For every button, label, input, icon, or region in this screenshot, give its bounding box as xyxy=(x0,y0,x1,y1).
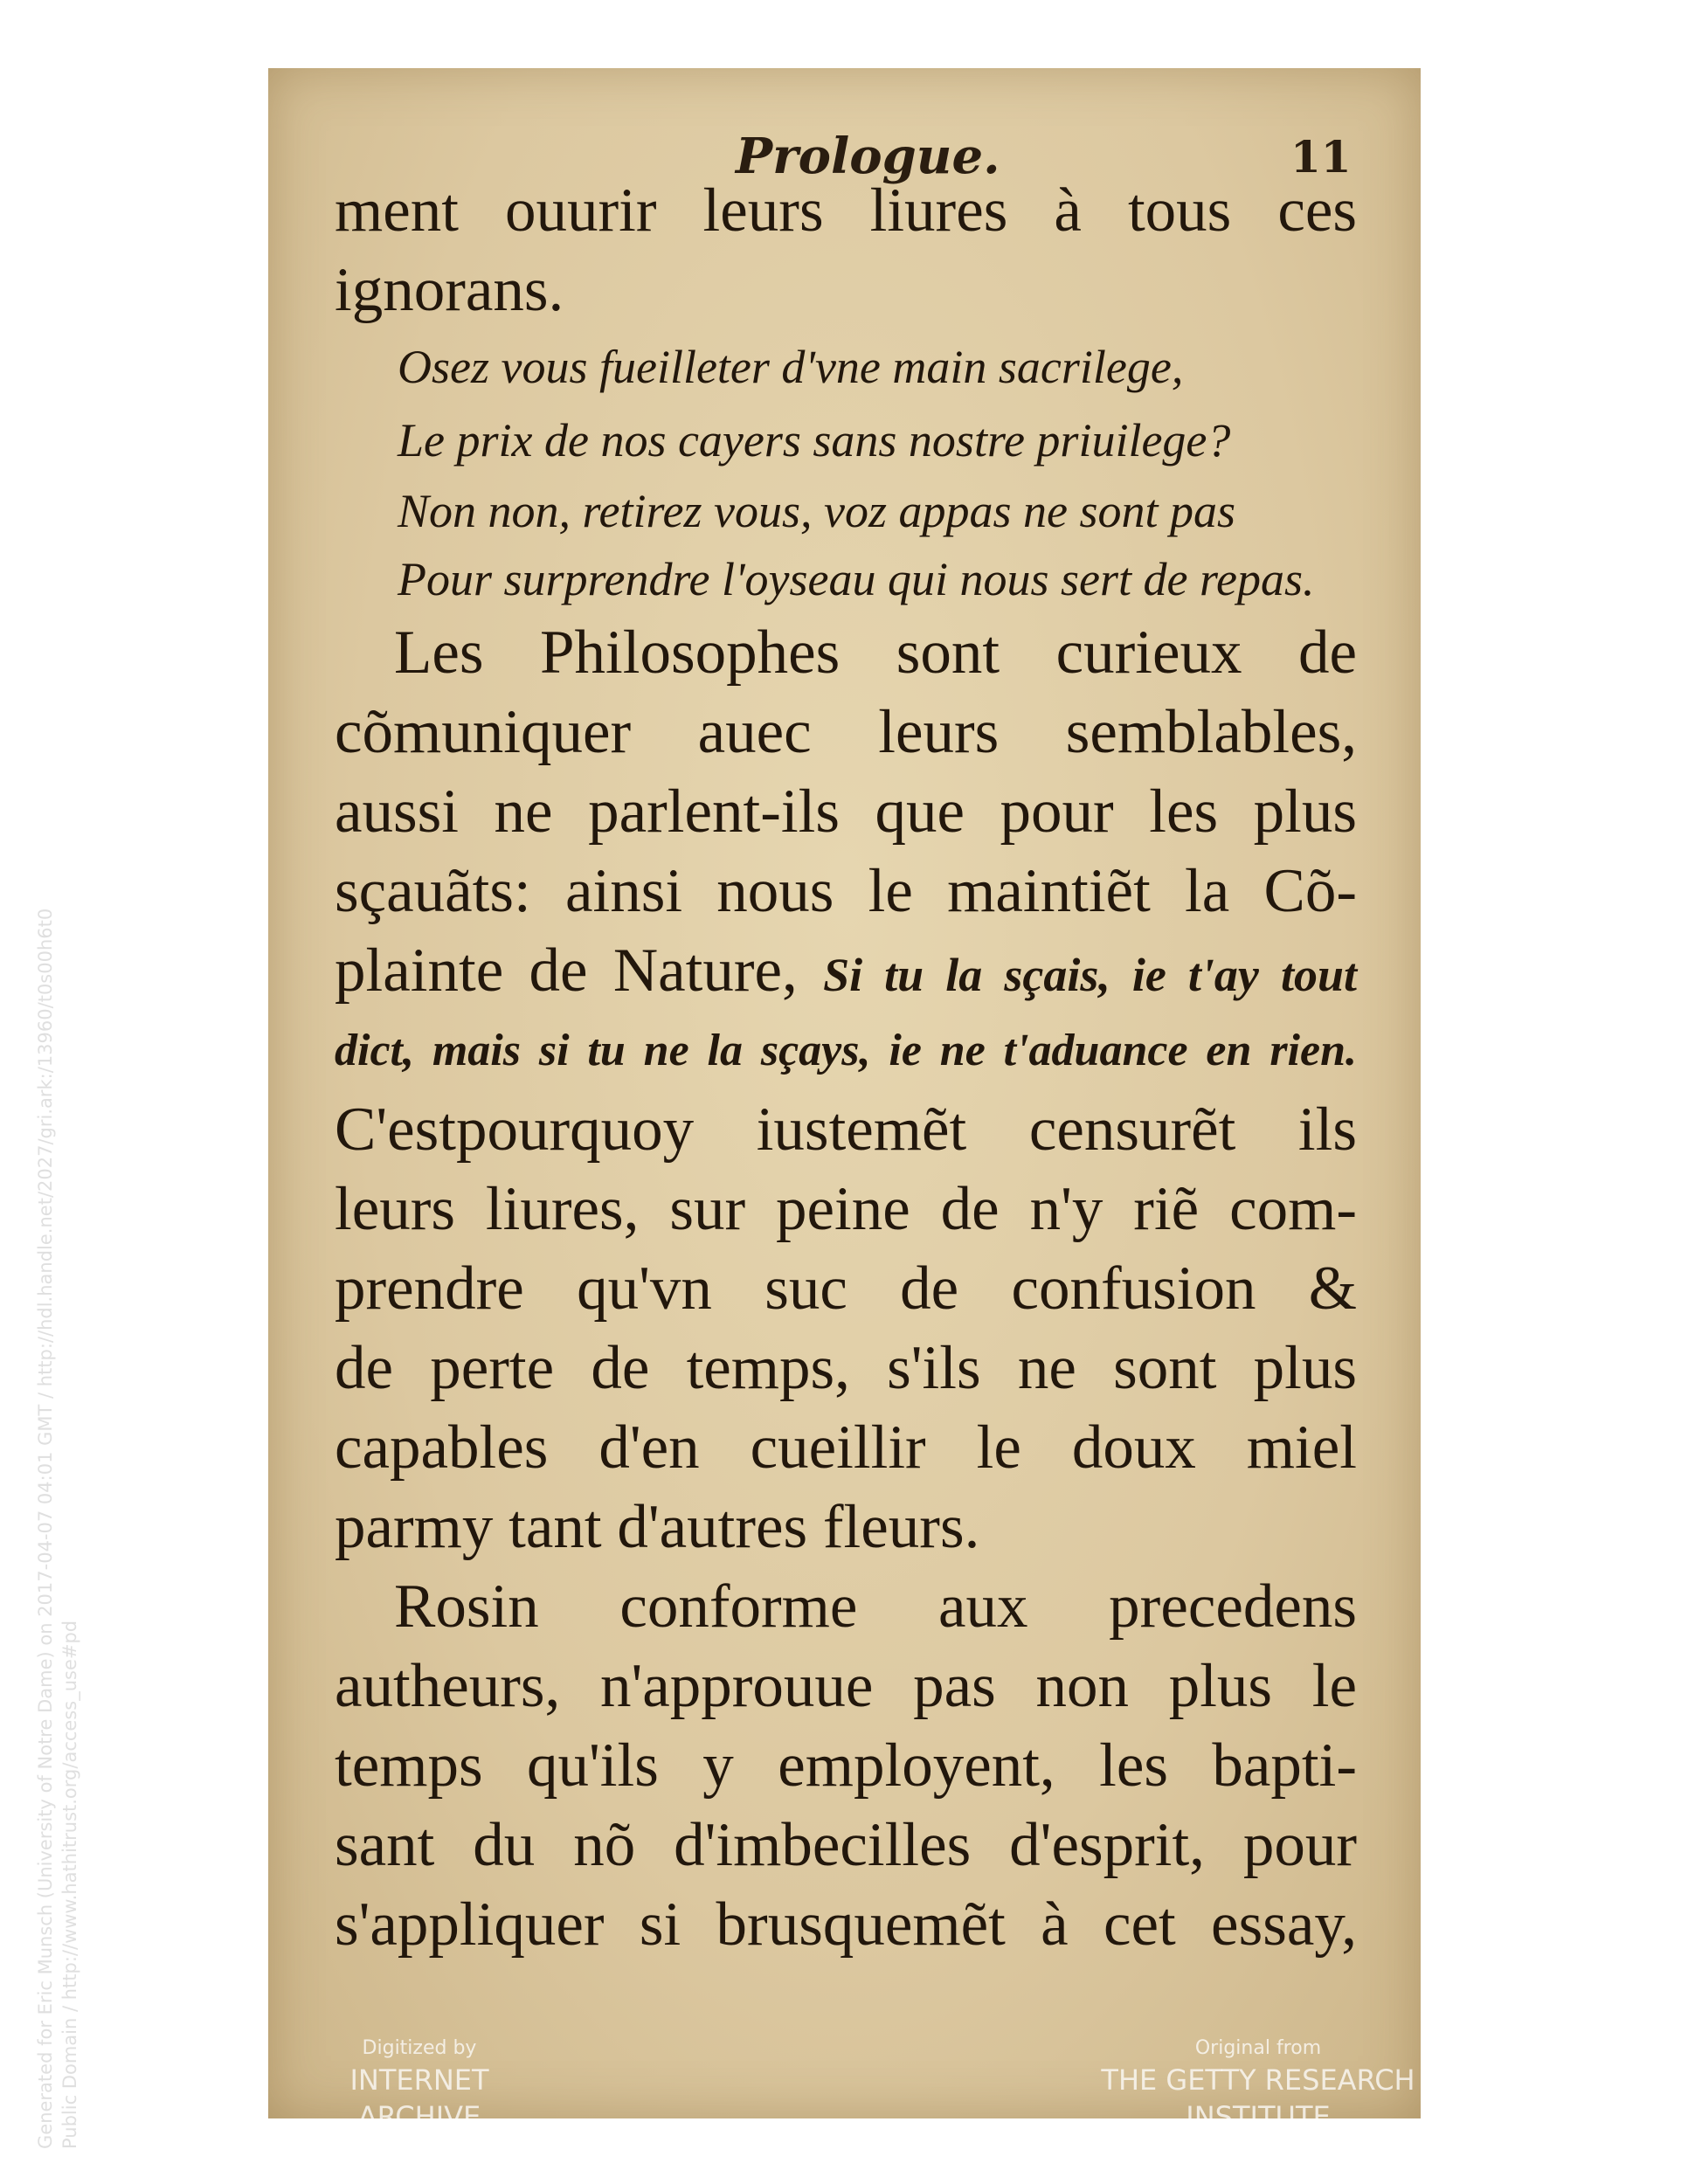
source-credit xyxy=(1031,2035,1485,2135)
text-line: de perte de temps, s'ils ne sont plus xyxy=(335,1334,1357,1402)
page-text xyxy=(335,171,1357,1965)
text-line-mixed xyxy=(335,931,1357,1011)
text-line: Les Philosophes sont curieux de xyxy=(394,619,1357,687)
page-number: 11 xyxy=(1290,131,1352,183)
text-line: prendre qu'vn suc de confusion & xyxy=(335,1254,1357,1323)
text-line: sant du nõ d'imbecilles d'esprit, pour xyxy=(335,1811,1357,1879)
text-span: plainte de Nature, xyxy=(335,936,798,1005)
text-line: temps qu'ils y employent, les bapti- xyxy=(335,1731,1357,1800)
text-line: aussi ne parlent-ils que pour les plus xyxy=(335,778,1357,846)
text-line: capables d'en cueillir le doux miel xyxy=(335,1413,1357,1482)
verse-line: Pour surprendre l'oyseau qui nous sert de repas. xyxy=(398,553,1315,605)
internet-archive-label: INTERNET ARCHIVE xyxy=(349,2063,489,2133)
verse-line: Le prix de nos cayers sans nostre priuilege? xyxy=(398,414,1231,467)
text-line: parmy tant d'autres fleurs. xyxy=(335,1493,980,1561)
quoted-span: Si tu la sçais, ie t'ay tout xyxy=(823,949,1357,1001)
access-watermark xyxy=(33,786,82,2149)
text-line: C'estpourquoy iustemẽt censurẽt ils xyxy=(335,1095,1357,1164)
watermark-line: Generated for Eric Munsch (University of Notre Dame) on 2017-04-07 04:01 GMT / http://hdl.handle.net/2027/gri.ark:/13960/t0s00h6t0 xyxy=(35,908,56,2149)
text-line: Rosin conforme aux precedens xyxy=(394,1572,1357,1641)
text-line: autheurs, n'approuue pas non plus le xyxy=(335,1652,1357,1720)
text-line: cõmuniquer auec leurs semblables, xyxy=(335,698,1357,766)
text-line: ment ouurir leurs liures à tous ces xyxy=(335,176,1357,245)
verse-line: Non non, retirez vous, voz appas ne sont pas xyxy=(398,485,1235,537)
digitized-by-label: Digitized by xyxy=(362,2037,477,2059)
running-title: Prologue. xyxy=(736,128,1000,185)
text-line: sçauãts: ainsi nous le maintiẽt la Cõ- xyxy=(335,857,1357,925)
scanned-page xyxy=(268,68,1421,2118)
original-from-label: Original from xyxy=(1194,2037,1322,2059)
text-line: s'appliquer si brusquemẽt à cet essay, xyxy=(335,1890,1357,1959)
watermark-line: Public Domain / http://www.hathitrust.org/access_use#pd xyxy=(59,1620,80,2149)
quoted-line: dict, mais si tu ne la sçays, ie ne t'aduance en rien. xyxy=(335,1026,1357,1075)
text-line: ignorans. xyxy=(335,256,564,324)
digitizer-credit xyxy=(288,2035,550,2135)
getty-label: THE GETTY RESEARCH INSTITUTE xyxy=(1101,2063,1415,2133)
verse-line: Osez vous fueilleter d'vne main sacrilege, xyxy=(398,341,1184,393)
text-line: leurs liures, sur peine de n'y riẽ com- xyxy=(335,1175,1357,1243)
